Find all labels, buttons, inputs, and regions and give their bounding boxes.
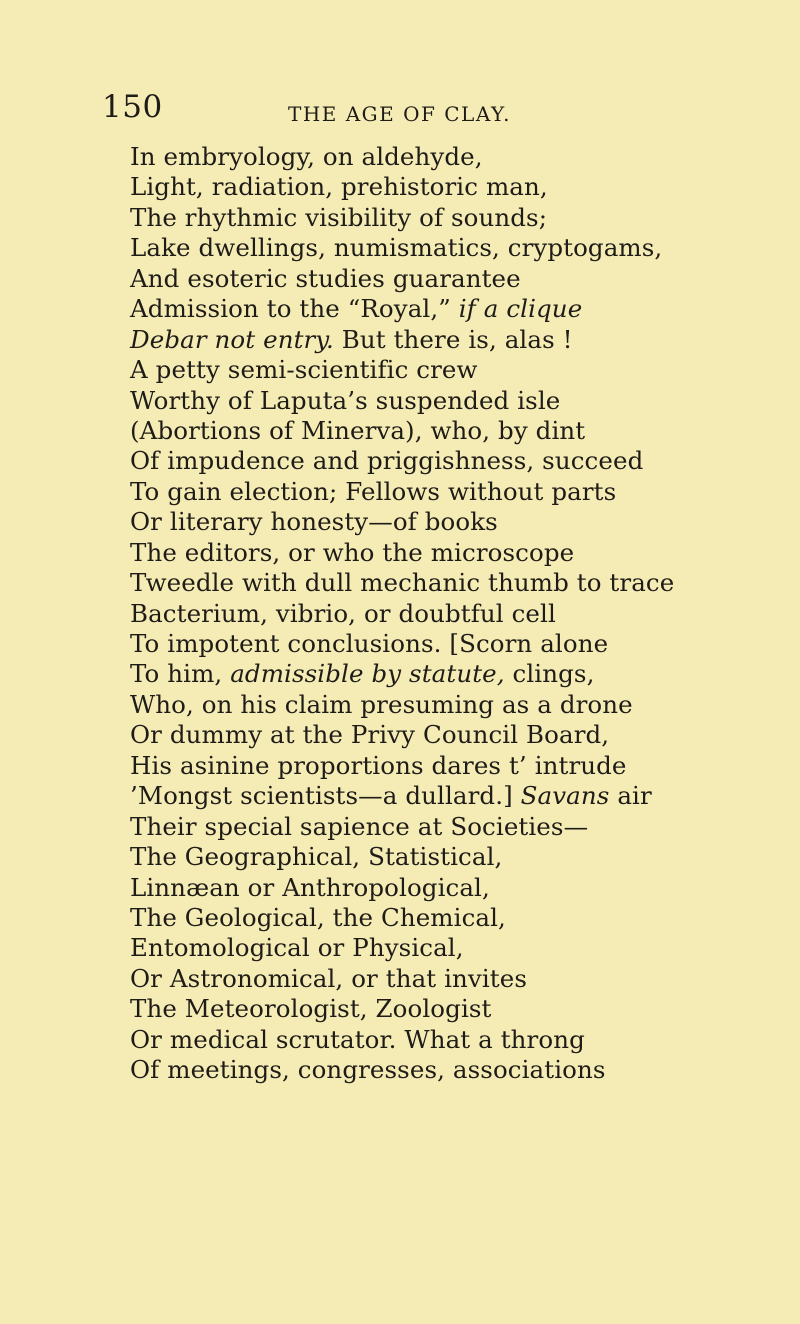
line-text: Worthy of Laputa’s suspended isle — [130, 385, 561, 415]
poem-line — [130, 659, 790, 689]
poem-line — [130, 994, 790, 1024]
poem-line — [130, 751, 790, 781]
poem-line — [130, 507, 790, 537]
poem-line — [130, 781, 790, 811]
poem-line — [130, 1025, 790, 1055]
line-text: But there is, alas ! — [333, 324, 573, 354]
poem-line — [130, 355, 790, 385]
line-text: Linnæan or Anthropological, — [130, 872, 490, 902]
line-text: His asinine proportions dares t’ intrude — [130, 750, 627, 780]
line-text: Entomological or Physical, — [130, 933, 464, 963]
poem-line — [130, 933, 790, 963]
line-text: The Geological, the Chemical, — [130, 902, 506, 932]
poem-line — [130, 1055, 790, 1085]
poem-line — [130, 599, 790, 629]
poem-line — [130, 538, 790, 568]
poem-line — [130, 690, 790, 720]
line-text: And esoteric studies guarantee — [130, 263, 521, 293]
line-text: The rhythmic visibility of sounds; — [130, 202, 548, 232]
line-text: Light, radiation, prehistoric man, — [130, 172, 548, 202]
line-text: Lake dwellings, numismatics, cryptogams, — [130, 233, 663, 263]
line-text: Bacterium, vibrio, or doubtful cell — [130, 598, 556, 628]
line-text: Or literary honesty—of books — [130, 507, 498, 537]
line-text: Or dummy at the Privy Council Board, — [130, 720, 610, 750]
line-text: clings, — [504, 659, 595, 689]
line-text: Or Astronomical, or that invites — [130, 963, 528, 993]
poem-line — [130, 416, 790, 446]
line-text: The Meteorologist, Zoologist — [130, 994, 492, 1024]
line-text: Their special sapience at Societies— — [130, 811, 589, 841]
line-text: The editors, or who the microscope — [130, 537, 575, 567]
line-text: In embryology, on aldehyde, — [130, 142, 483, 171]
italic-text: admissible by statute, — [230, 659, 505, 689]
page-header — [102, 89, 742, 142]
line-text: (Abortions of Minerva), who, by dint — [130, 415, 586, 445]
line-text: Admission to the “Royal,” — [130, 294, 459, 324]
line-text: Who, on his claim presuming as a drone — [130, 689, 633, 719]
poem-line — [130, 477, 790, 507]
italic-text: Debar not entry. — [130, 324, 334, 354]
running-head: THE AGE OF CLAY. — [288, 102, 511, 126]
page-number: 150 — [102, 89, 163, 125]
line-text: The Geographical, Statistical, — [130, 842, 503, 872]
poem-line — [130, 964, 790, 994]
poem-line — [130, 842, 790, 872]
poem-line — [130, 325, 790, 355]
line-text: Of impudence and priggishness, succeed — [130, 446, 644, 476]
line-text: To gain election; Fellows without parts — [130, 476, 617, 506]
poem-line — [130, 142, 790, 172]
poem-line — [130, 568, 790, 598]
line-text: A petty semi-scientific crew — [130, 355, 478, 385]
poem-line — [130, 203, 790, 233]
italic-text: Savans — [520, 781, 610, 811]
line-text: To him, — [130, 659, 231, 689]
poem-line — [130, 873, 790, 903]
poem-line — [130, 264, 790, 294]
poem-line — [130, 629, 790, 659]
line-text: Of meetings, congresses, associations — [130, 1055, 606, 1085]
poem-line — [130, 903, 790, 933]
poem-line — [130, 720, 790, 750]
italic-text: if a clique — [458, 294, 583, 324]
poem-line — [130, 446, 790, 476]
poem-line — [130, 386, 790, 416]
line-text: Or medical scrutator. What a throng — [130, 1024, 585, 1054]
line-text: ’Mongst scientists—a dullard.] — [130, 781, 521, 811]
poem-line — [130, 294, 790, 324]
poem-line — [130, 812, 790, 842]
line-text: To impotent conclusions. [Scorn alone — [130, 629, 609, 658]
poem-body — [130, 142, 790, 1086]
poem-line — [130, 172, 790, 202]
line-text: Tweedle with dull mechanic thumb to trace — [130, 568, 675, 598]
line-text: air — [609, 781, 652, 811]
poem-line — [130, 233, 790, 263]
